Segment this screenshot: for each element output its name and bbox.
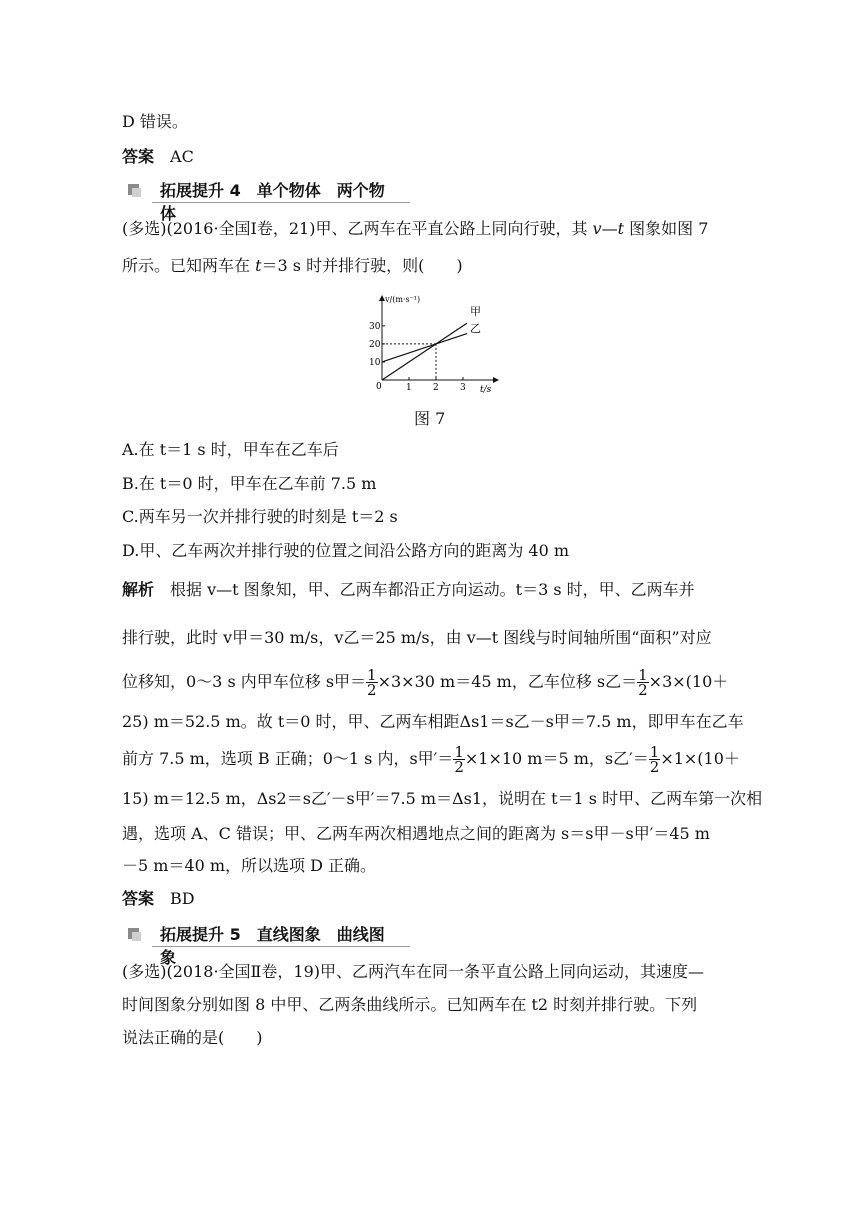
figure-caption: 图 7 bbox=[414, 409, 446, 428]
answer-value: BD bbox=[170, 889, 195, 908]
q-text-end: 图象如图 7 bbox=[624, 219, 709, 238]
question-intro-2 bbox=[122, 256, 463, 276]
text-d-wrong: D 错误。 bbox=[122, 112, 188, 131]
heading-text: 拓展提升 5 直线图象 曲线图象 bbox=[160, 925, 385, 967]
option-a: A.在 t＝1 s 时，甲车在乙车后 bbox=[122, 440, 339, 459]
option-d: D.甲、乙车两次并排行驶的位置之间沿公路方向的距离为 40 m bbox=[122, 541, 570, 560]
question2-line-2: 时间图象分别如图 8 中甲、乙两条曲线所示。已知两车在 t2 时刻并排行驶。下列 bbox=[122, 995, 698, 1014]
answer-value: AC bbox=[170, 147, 194, 166]
solution-line-3 bbox=[122, 668, 728, 697]
solution-line-6: 15) m＝12.5 m，Δs2＝s乙′－s甲′＝7.5 m＝Δs1，说明在 t＝1 s 时甲、乙两车第一次相 bbox=[122, 789, 763, 808]
q-text: (多选)(2016·全国Ⅰ卷，21)甲、乙两车在平直公路上同向行驶，其 bbox=[122, 219, 593, 238]
x-tick-label: 2 bbox=[433, 383, 439, 393]
q-text: 所示。已知两车在 bbox=[122, 256, 256, 275]
heading-square-shadow-icon bbox=[132, 932, 141, 941]
answer-line-1 bbox=[122, 147, 194, 167]
q-dash: — bbox=[601, 219, 618, 238]
y-tick-label: 30 bbox=[369, 321, 381, 332]
section-heading-5 bbox=[122, 922, 392, 967]
option-b: B.在 t＝0 时，甲车在乙车前 7.5 m bbox=[122, 474, 377, 493]
heading-underline bbox=[152, 202, 410, 203]
q-text-end: ＝3 s 时并排行驶，则( ) bbox=[261, 256, 463, 275]
frac-num: 1 bbox=[638, 666, 648, 684]
x-tick-label: 3 bbox=[460, 383, 466, 393]
q-var-v: v bbox=[592, 219, 602, 238]
frac-den: 2 bbox=[367, 681, 377, 699]
heading-text: 拓展提升 4 单个物体 两个物体 bbox=[160, 181, 385, 223]
series-line-0 bbox=[382, 323, 467, 380]
solution-line-8: －5 m＝40 m，所以选项 D 正确。 bbox=[122, 856, 377, 875]
q-var-t: t bbox=[255, 256, 262, 275]
series-line-1 bbox=[382, 334, 467, 362]
question-intro-1 bbox=[122, 219, 708, 239]
q-var-t: t bbox=[617, 219, 625, 238]
frac-num: 1 bbox=[649, 743, 660, 761]
y-tick-label: 10 bbox=[369, 357, 381, 368]
x-axis-label: t/s bbox=[480, 385, 492, 395]
fraction-half bbox=[649, 745, 661, 774]
frac-den: 2 bbox=[454, 758, 464, 776]
option-c: C.两车另一次并排行驶的时刻是 t＝2 s bbox=[122, 507, 398, 526]
solution-line-7: 遇，选项 A、C 错误；甲、乙两车两次相遇地点之间的距离为 s＝s甲－s甲′＝45 m bbox=[122, 824, 710, 843]
solution-line-4: 25) m＝52.5 m。故 t＝0 时，甲、乙两车相距Δs1＝s乙－s甲＝7.5 m，即甲车在乙车 bbox=[122, 712, 744, 731]
answer-label: 答案 bbox=[122, 889, 155, 908]
solution-text: 根据 v—t 图象知，甲、乙两车都沿正方向运动。t＝3 s 时，甲、乙两车并 bbox=[170, 580, 695, 599]
sol-text: ×3×30 m＝45 m，乙车位移 s乙＝ bbox=[377, 672, 638, 691]
heading-underline bbox=[152, 946, 410, 947]
solution-label: 解析 bbox=[122, 580, 155, 599]
fraction-half bbox=[637, 668, 649, 697]
sol-text: ×1×(10＋ bbox=[660, 749, 740, 768]
fraction-half bbox=[453, 745, 465, 774]
question2-line-3: 说法正确的是( ) bbox=[122, 1028, 263, 1047]
y-tick-label: 20 bbox=[369, 339, 381, 350]
x-tick-label: 1 bbox=[406, 383, 412, 393]
solution-line-1 bbox=[122, 580, 695, 600]
frac-num: 1 bbox=[454, 743, 464, 761]
solution-line-2: 排行驶，此时 v甲＝30 m/s，v乙＝25 m/s，由 v—t 图线与时间轴所围“面积”对应 bbox=[122, 628, 712, 647]
y-axis-label: v/(m·s⁻¹) bbox=[385, 295, 421, 304]
sol-text: 前方 7.5 m，选项 B 正确；0～1 s 内，s甲′＝ bbox=[122, 749, 454, 768]
answer-label: 答案 bbox=[122, 147, 155, 166]
heading-square-shadow-icon bbox=[132, 188, 141, 197]
sol-text: ×1×10 m＝5 m，s乙′＝ bbox=[464, 749, 649, 768]
answer-line-2 bbox=[122, 889, 195, 909]
series-label-1: 乙 bbox=[470, 322, 482, 335]
frac-den: 2 bbox=[638, 681, 648, 699]
solution-line-5 bbox=[122, 745, 740, 774]
section-heading-4 bbox=[122, 178, 392, 223]
question2-line-1: (多选)(2018·全国Ⅱ卷，19)甲、乙两汽车在同一条平直公路上同向运动，其速度— bbox=[122, 962, 705, 981]
fraction-half bbox=[366, 668, 378, 697]
series-label-0: 甲 bbox=[470, 305, 482, 318]
frac-num: 1 bbox=[367, 666, 377, 684]
frac-den: 2 bbox=[649, 758, 660, 776]
origin-label: 0 bbox=[376, 382, 382, 392]
sol-text: 位移知，0～3 s 内甲车位移 s甲＝ bbox=[122, 672, 367, 691]
sol-text: ×3×(10＋ bbox=[648, 672, 729, 691]
vt-graph bbox=[362, 292, 512, 397]
